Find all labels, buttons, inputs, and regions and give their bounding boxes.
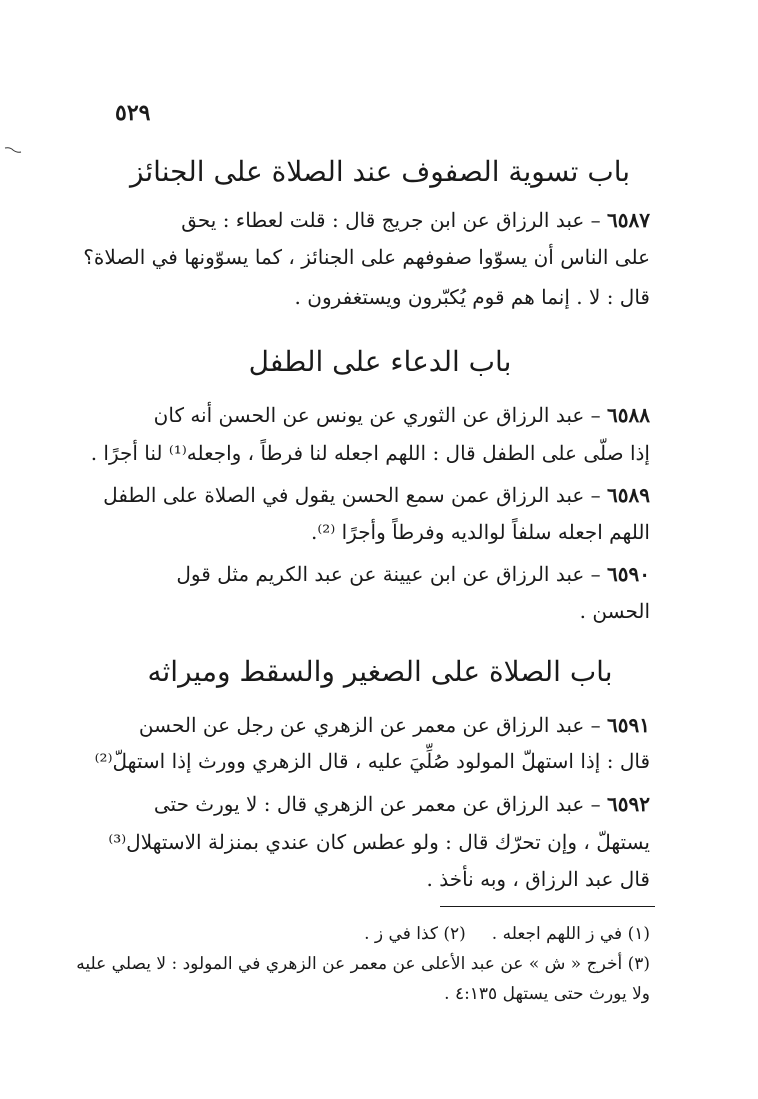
- hadith-number: ٦٥٨٩: [607, 483, 650, 507]
- hadith-number: ٦٥٩٠: [607, 562, 650, 586]
- hadith-6591-line-1: [139, 708, 650, 742]
- hadith-number: ٦٥٨٧: [607, 208, 650, 232]
- chapter-heading-child-supplication: باب الدعاء على الطفل: [248, 345, 512, 378]
- footnote-divider: [440, 906, 655, 907]
- hadith-6589-line-2: اللهم اجعله سلفاً لوالديه وفرطاً وأجرًا ⁽²⁾.: [311, 520, 650, 544]
- hadith-6587-line-1: [181, 203, 650, 237]
- footnote-3-line-2: ولا يورث حتى يستهل ٤:١٣٥ .: [444, 984, 650, 1004]
- margin-mark: [4, 146, 22, 154]
- hadith-6588-line-1: [154, 398, 650, 432]
- hadith-6590-line-1: [176, 557, 650, 591]
- hadith-number: ٦٥٩٢: [607, 792, 650, 816]
- hadith-6592-line-2: يستهلّ ، وإن تحرّك قال : ولو عطس كان عندي بمنزلة الاستهلال⁽³⁾: [108, 830, 650, 854]
- chapter-heading-rows-alignment: باب تسوية الصفوف عند الصلاة على الجنائز: [129, 155, 631, 188]
- hadith-text: – عبد الرزاق عن معمر عن الزهري قال : لا يورث حتى: [153, 792, 608, 816]
- hadith-6592-line-3: قال عبد الرزاق ، وبه نأخذ .: [426, 867, 650, 891]
- hadith-text: – عبد الرزاق عن ابن عيينة عن عبد الكريم مثل قول: [176, 562, 608, 586]
- hadith-6587-line-2: على الناس أن يسوّوا صفوفهم على الجنائز ، كما يسوّونها في الصلاة؟: [83, 245, 650, 269]
- chapter-heading-infant-prayer: باب الصلاة على الصغير والسقط وميراثه: [147, 655, 613, 688]
- hadith-number: ٦٥٨٨: [607, 403, 650, 427]
- footnote-3-line-1: (٣) أخرج « ش » عن عبد الأعلى عن معمر عن الزهري في المولود : لا يصلي عليه: [76, 954, 650, 974]
- footnote-1: (١) في ز اللهم اجعله .: [491, 924, 650, 944]
- hadith-6590-line-2: الحسن .: [579, 599, 650, 623]
- hadith-text: – عبد الرزاق عمن سمع الحسن يقول في الصلاة على الطفل: [103, 483, 608, 507]
- hadith-6589-line-1: [103, 478, 650, 512]
- footnote-line-1: [364, 920, 650, 948]
- page-number: ٥٢٩: [115, 100, 151, 126]
- hadith-6587-line-3: قال : لا . إنما هم قوم يُكبّرون ويستغفرون .: [294, 285, 650, 309]
- hadith-text: – عبد الرزاق عن معمر عن الزهري عن رجل عن الحسن: [138, 713, 608, 737]
- hadith-6592-line-1: [154, 787, 650, 821]
- hadith-text: – عبد الرزاق عن ابن جريج قال : قلت لعطاء : يحق: [181, 208, 608, 232]
- footnote-2: (٢) كذا في ز .: [364, 924, 466, 944]
- hadith-text: – عبد الرزاق عن الثوري عن يونس عن الحسن أنه كان: [153, 403, 608, 427]
- hadith-number: ٦٥٩١: [607, 713, 650, 737]
- hadith-6591-line-2: قال : إذا استهلّ المولود صُلِّيَ عليه ، قال الزهري وورث إذا استهلّ⁽²⁾: [94, 749, 650, 773]
- hadith-6588-line-2: إذا صلّى على الطفل قال : اللهم اجعله لنا فرطاً ، واجعله⁽¹⁾ لنا أجرًا .: [90, 441, 650, 465]
